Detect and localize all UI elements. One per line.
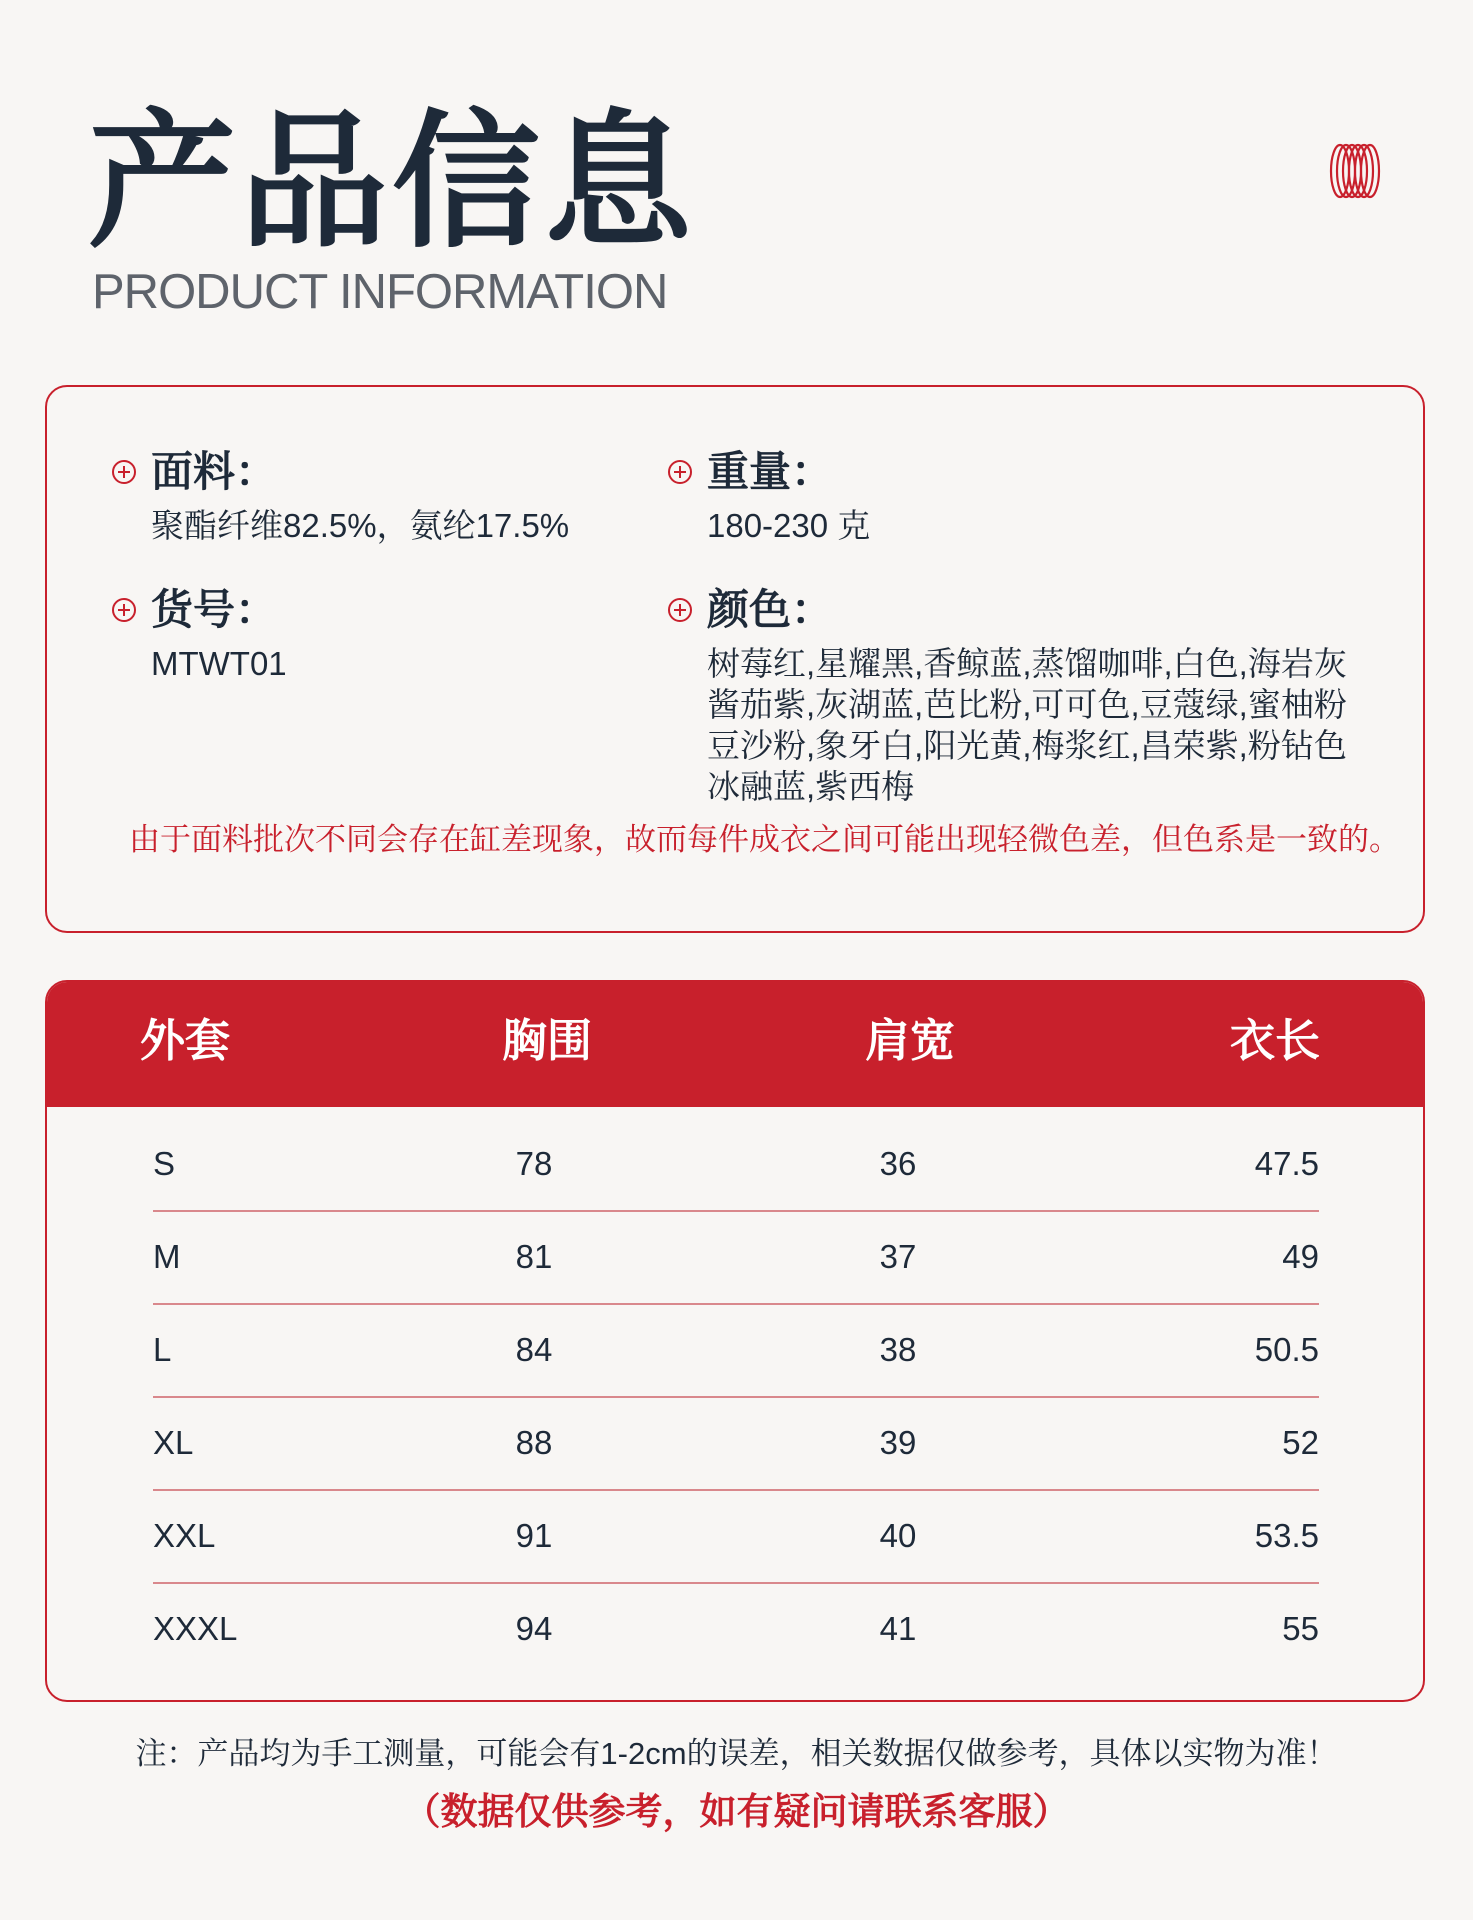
table-row bbox=[153, 1491, 1319, 1584]
length-cell: 52 bbox=[1282, 1424, 1319, 1461]
table-row bbox=[153, 1584, 1319, 1677]
header-cell: 肩宽 bbox=[865, 1014, 956, 1067]
chest-cell: 81 bbox=[515, 1238, 553, 1275]
size-table-header bbox=[47, 982, 1423, 1107]
contact-note: （数据仅供参考，如有疑问请联系客服） bbox=[403, 1790, 1070, 1833]
size-cell: XXXL bbox=[153, 1610, 238, 1647]
shoulder-cell: 39 bbox=[879, 1424, 917, 1461]
header-cell: 胸围 bbox=[502, 1014, 593, 1067]
chest-cell: 84 bbox=[515, 1331, 553, 1368]
table-row bbox=[153, 1398, 1319, 1491]
size-cell: XXL bbox=[153, 1517, 216, 1554]
red-rings-icon bbox=[1328, 142, 1384, 200]
weight-field bbox=[667, 447, 871, 546]
size-cell: S bbox=[153, 1145, 176, 1182]
shoulder-cell: 40 bbox=[879, 1517, 917, 1554]
circle-plus-icon bbox=[111, 597, 137, 623]
fabric-field bbox=[111, 447, 570, 546]
table-row bbox=[153, 1212, 1319, 1305]
color-value: 树莓红,星耀黑,香鲸蓝,蒸馏咖啡,白色,海岩灰 酱茄紫,灰湖蓝,芭比粉,可可色,豆蔻绿,蜜柚粉 豆沙粉,象牙白,阳光黄,梅浆红,昌荣紫,粉钻色 冰融蓝,紫西梅 bbox=[707, 645, 1347, 805]
size-cell: XL bbox=[153, 1424, 194, 1461]
product-info-card bbox=[45, 385, 1425, 933]
size-table bbox=[45, 980, 1425, 1702]
length-cell: 55 bbox=[1282, 1610, 1319, 1647]
circle-plus-icon bbox=[667, 597, 693, 623]
chest-cell: 94 bbox=[515, 1610, 553, 1647]
sku-field bbox=[111, 585, 287, 684]
size-cell: M bbox=[153, 1238, 181, 1275]
color-label: 颜色： bbox=[707, 585, 834, 634]
chest-cell: 88 bbox=[515, 1424, 553, 1461]
table-row bbox=[153, 1305, 1319, 1398]
size-cell: L bbox=[153, 1331, 172, 1368]
circle-plus-icon bbox=[667, 459, 693, 485]
length-cell: 53.5 bbox=[1254, 1517, 1319, 1554]
page-title: 产品信息 bbox=[88, 96, 696, 268]
shoulder-cell: 37 bbox=[879, 1238, 917, 1275]
circle-plus-icon bbox=[111, 459, 137, 485]
weight-value: 180-230 克 bbox=[707, 507, 871, 544]
color-difference-note: 由于面料批次不同会存在缸差现象，故而每件成衣之间可能出现轻微色差，但色系是一致的。 bbox=[129, 822, 1400, 857]
measurement-note: 注：产品均为手工测量，可能会有1-2cm的误差，相关数据仅做参考，具体以实物为准！ bbox=[135, 1736, 1338, 1771]
table-row bbox=[153, 1119, 1319, 1212]
header-cell: 外套 bbox=[140, 1014, 231, 1067]
sku-value: MTWT01 bbox=[151, 645, 287, 682]
shoulder-cell: 41 bbox=[879, 1610, 917, 1647]
fabric-label: 面料： bbox=[151, 447, 278, 496]
sku-label: 货号： bbox=[151, 585, 278, 634]
length-cell: 50.5 bbox=[1254, 1331, 1319, 1368]
header-cell: 衣长 bbox=[1230, 1014, 1321, 1067]
fabric-value: 聚酯纤维82.5%，氨纶17.5% bbox=[151, 507, 570, 544]
length-cell: 49 bbox=[1282, 1238, 1319, 1275]
chest-cell: 78 bbox=[515, 1145, 553, 1182]
length-cell: 47.5 bbox=[1254, 1145, 1319, 1182]
chest-cell: 91 bbox=[515, 1517, 553, 1554]
page-subtitle: PRODUCT INFORMATION bbox=[92, 265, 668, 319]
shoulder-cell: 36 bbox=[879, 1145, 917, 1182]
color-field bbox=[667, 585, 1347, 807]
weight-label: 重量： bbox=[707, 447, 834, 496]
shoulder-cell: 38 bbox=[879, 1331, 917, 1368]
